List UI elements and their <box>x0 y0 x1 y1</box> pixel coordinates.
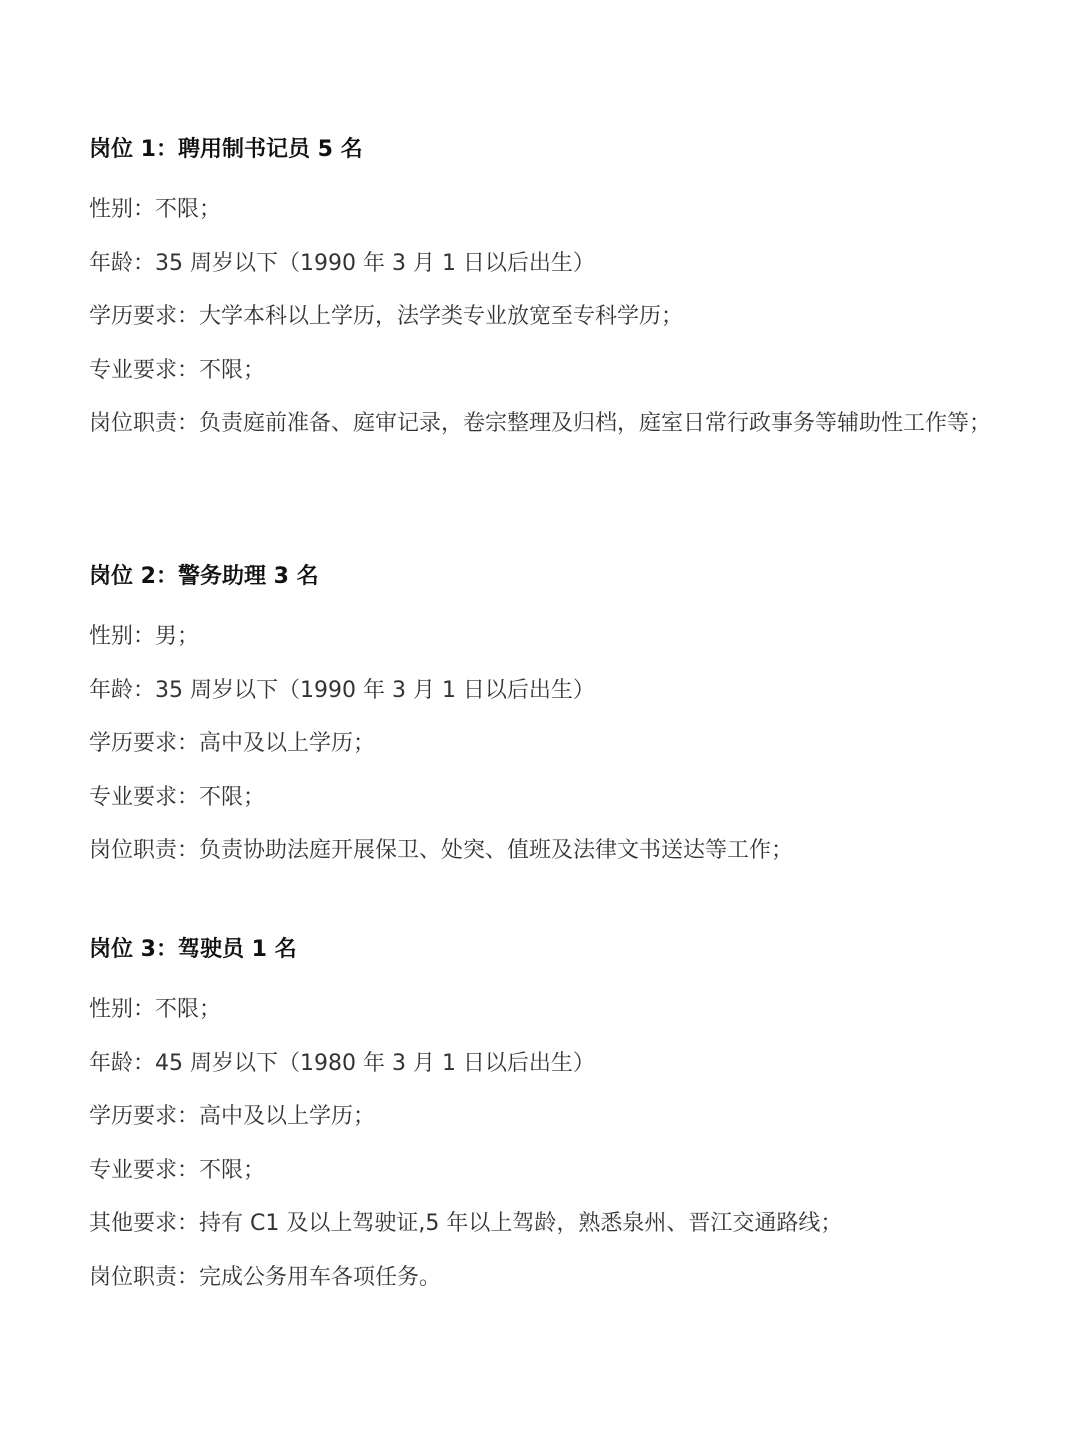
position-3-major: 专业要求：不限； <box>89 1157 266 1183</box>
position-2-education: 学历要求：高中及以上学历； <box>89 731 376 756</box>
position-1-duties: 岗位职责：负责庭前准备、庭审记录，卷宗整理及归档，庭室日常行政事务等辅助性工作等； <box>89 411 992 436</box>
position-1-major: 专业要求：不限； <box>89 357 266 383</box>
position-2-heading: 岗位 2：警务助理 3 名 <box>89 564 319 589</box>
position-1-education: 学历要求：大学本科以上学历，法学类专业放宽至专科学历； <box>89 304 684 329</box>
position-3-age: 年龄：45 周岁以下（1980 年 3 月 1 日以后出生） <box>89 1050 595 1076</box>
position-2-age: 年龄：35 周岁以下（1990 年 3 月 1 日以后出生） <box>89 677 595 703</box>
position-1-heading: 岗位 1：聘用制书记员 5 名 <box>89 137 363 162</box>
position-2-major: 专业要求：不限； <box>89 784 266 810</box>
position-2-section <box>89 557 1009 878</box>
position-1-age: 年龄：35 周岁以下（1990 年 3 月 1 日以后出生） <box>89 250 595 276</box>
position-3-duties: 岗位职责：完成公务用车各项任务。 <box>89 1264 442 1290</box>
position-3-education: 学历要求：高中及以上学历； <box>89 1104 376 1129</box>
position-3-section <box>89 930 1009 1304</box>
position-3-other-requirements: 其他要求：持有 C1 及以上驾驶证,5 年以上驾龄，熟悉泉州、晋江交通路线； <box>89 1211 843 1236</box>
position-1-section <box>89 130 1009 451</box>
position-3-heading: 岗位 3：驾驶员 1 名 <box>89 937 297 962</box>
position-3-gender: 性别：不限； <box>89 997 222 1022</box>
position-2-duties: 岗位职责：负责协助法庭开展保卫、处突、值班及法律文书送达等工作； <box>89 838 794 863</box>
position-1-gender: 性别：不限； <box>89 197 222 222</box>
position-2-gender: 性别：男； <box>89 624 200 649</box>
